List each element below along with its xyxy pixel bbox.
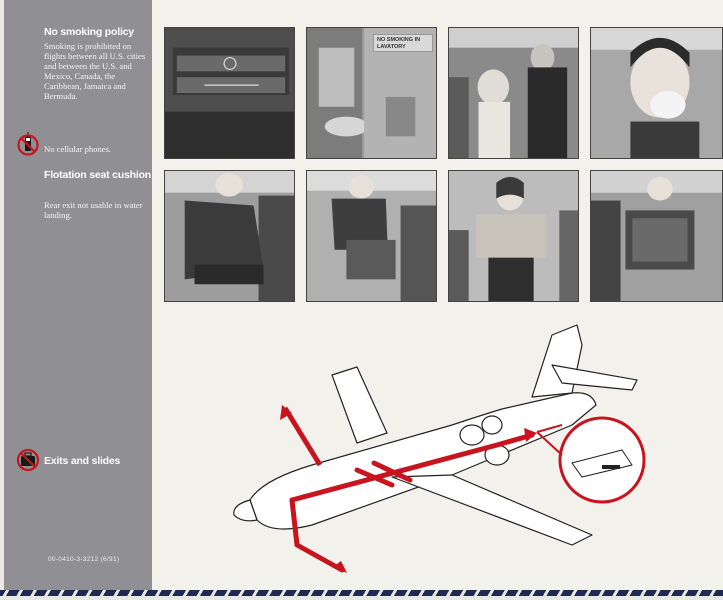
- sidebar: [0, 0, 152, 592]
- photo-cushion-step-4: [590, 170, 723, 302]
- photo-cushion-step-2: [306, 170, 437, 302]
- photo-no-smoking-sign: [164, 27, 295, 159]
- exits-slides-title: Exits and slides: [44, 455, 121, 467]
- photo-oxygen-mask: [590, 27, 723, 159]
- no-cellular-phone-icon: [16, 132, 40, 156]
- photo-cushion-step-3: [448, 170, 579, 302]
- flotation-title: Flotation seat cushion: [44, 169, 152, 181]
- engine-center: [460, 425, 484, 445]
- no-smoking-text: Smoking is prohibited on flights between all U.S. cities and between the U.S. and Mexico, Canada, the Caribbean, Jamaica and Bermuda.: [44, 41, 146, 101]
- no-baggage-icon: [16, 448, 40, 472]
- no-smoking-lavatory-sign: NO SMOKING IN LAVATORY: [373, 34, 433, 52]
- photo-cushion-step-1: [164, 170, 295, 302]
- document-code: 00-0410-3-3212 (6/91): [48, 556, 120, 563]
- aircraft-exit-diagram: [152, 305, 723, 592]
- navy-stripe-border: [0, 590, 723, 596]
- engine-right: [482, 416, 502, 434]
- flotation-text: Rear exit not usable in water landing.: [44, 200, 143, 220]
- no-smoking-title: No smoking policy: [44, 26, 134, 38]
- no-cellular-phones-text: No cellular phones.: [44, 144, 112, 154]
- photo-oxygen-cabin: [448, 27, 579, 159]
- photo-lavatory: [306, 27, 437, 159]
